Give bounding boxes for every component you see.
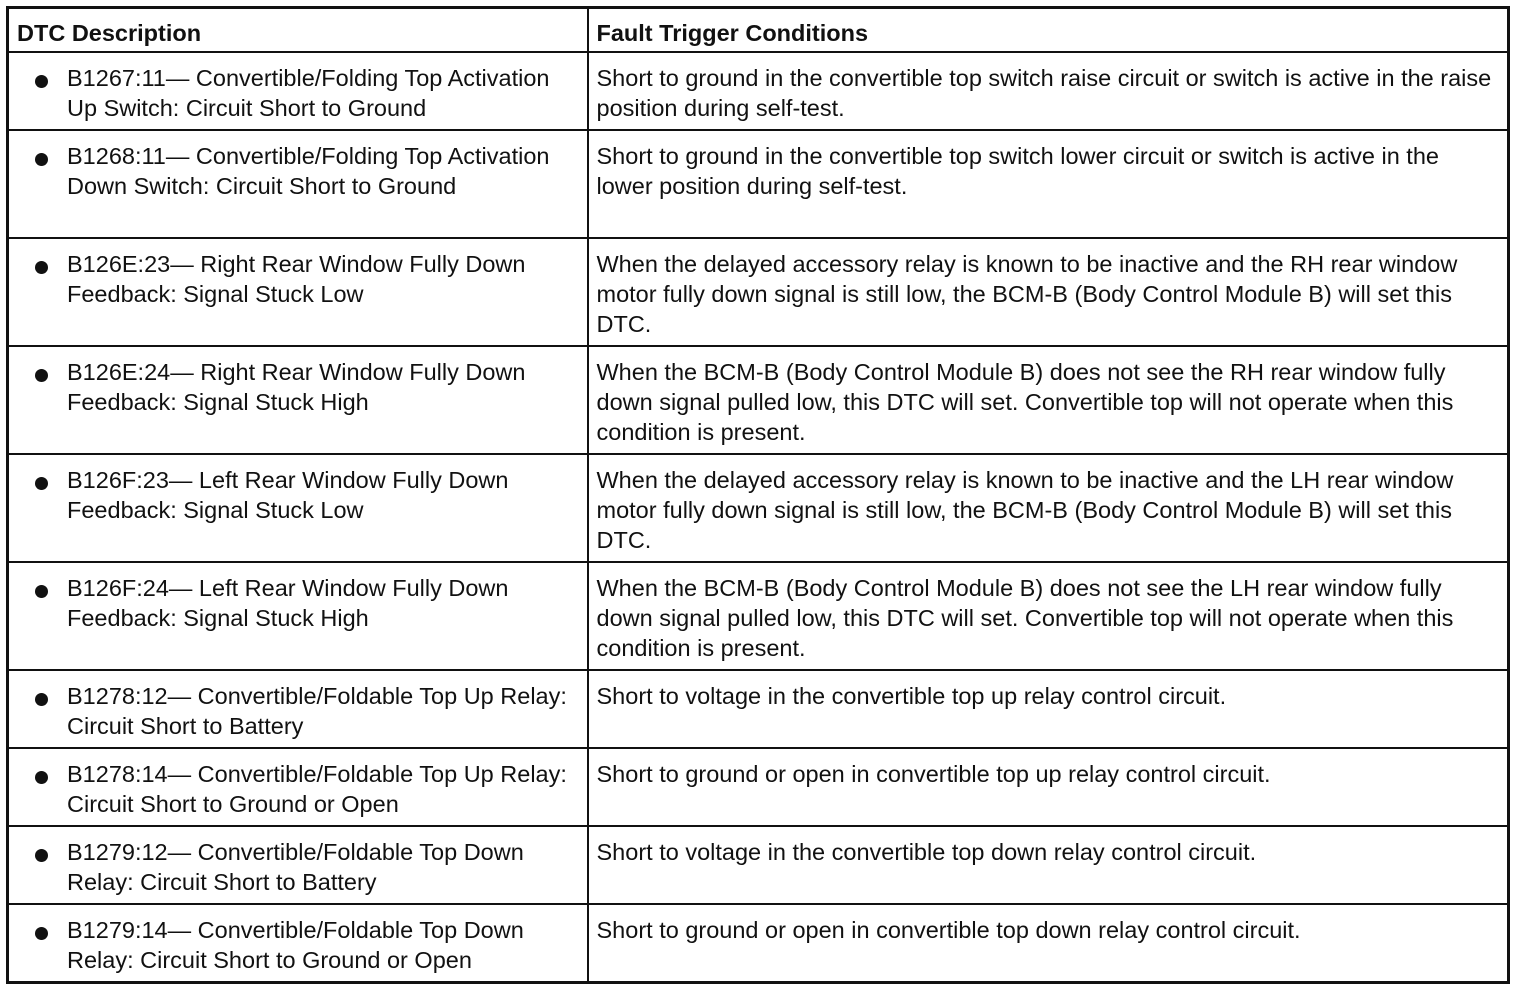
fault-conditions-text: Short to ground in the convertible top switch lower circuit or switch is active in the lower position during self-test.	[596, 142, 1439, 199]
fault-conditions-cell	[588, 130, 1509, 238]
dtc-description-cell	[8, 238, 588, 346]
dtc-description-text: B1278:12— Convertible/Foldable Top Up Relay: Circuit Short to Battery	[67, 682, 567, 739]
bullet-icon	[35, 771, 48, 784]
bullet-icon	[35, 477, 48, 490]
fault-conditions-text: Short to voltage in the convertible top down relay control circuit.	[596, 838, 1257, 865]
dtc-description-cell	[8, 346, 588, 454]
bullet-icon	[35, 75, 48, 88]
table-row	[8, 748, 1509, 826]
bullet-icon	[35, 261, 48, 274]
dtc-description-cell	[8, 748, 588, 826]
table-row	[8, 670, 1509, 748]
bullet-icon	[35, 585, 48, 598]
fault-conditions-cell	[588, 562, 1509, 670]
fault-conditions-cell	[588, 826, 1509, 904]
fault-conditions-cell	[588, 670, 1509, 748]
fault-conditions-text: Short to ground or open in convertible top up relay control circuit.	[596, 760, 1271, 787]
dtc-description-text: B1268:11— Convertible/Folding Top Activation Down Switch: Circuit Short to Ground	[67, 142, 550, 199]
dtc-description-text: B1279:12— Convertible/Foldable Top Down Relay: Circuit Short to Battery	[67, 838, 524, 895]
fault-conditions-cell	[588, 52, 1509, 130]
bullet-icon	[35, 693, 48, 706]
fault-conditions-cell	[588, 904, 1509, 983]
bullet-icon	[35, 927, 48, 940]
table-row	[8, 454, 1509, 562]
dtc-description-text: B126F:24— Left Rear Window Fully Down Feedback: Signal Stuck High	[67, 574, 509, 631]
table-row	[8, 826, 1509, 904]
header-row	[8, 8, 1509, 52]
dtc-description-cell	[8, 454, 588, 562]
dtc-description-cell	[8, 130, 588, 238]
table-row	[8, 52, 1509, 130]
fault-conditions-text: When the BCM-B (Body Control Module B) does not see the LH rear window fully down signal pulled low, this DTC will set. Convertible top will not operate when this condition is present.	[596, 574, 1454, 661]
fault-conditions-text: Short to voltage in the convertible top up relay control circuit.	[596, 682, 1227, 709]
bullet-icon	[35, 153, 48, 166]
fault-conditions-text: Short to ground or open in convertible top down relay control circuit.	[596, 916, 1301, 943]
dtc-description-text: B1267:11— Convertible/Folding Top Activation Up Switch: Circuit Short to Ground	[67, 64, 550, 121]
table-row	[8, 904, 1509, 983]
dtc-description-cell	[8, 670, 588, 748]
dtc-description-cell	[8, 562, 588, 670]
table-row	[8, 562, 1509, 670]
dtc-description-text: B126E:24— Right Rear Window Fully Down Feedback: Signal Stuck High	[67, 358, 526, 415]
dtc-description-cell	[8, 826, 588, 904]
table-header	[8, 8, 1509, 52]
fault-conditions-cell	[588, 748, 1509, 826]
table-row	[8, 346, 1509, 454]
table-row	[8, 238, 1509, 346]
fault-conditions-cell	[588, 238, 1509, 346]
fault-conditions-text: When the delayed accessory relay is known to be inactive and the LH rear window motor fully down signal is still low, the BCM-B (Body Control Module B) will set this DTC.	[596, 466, 1454, 553]
table-row	[8, 130, 1509, 238]
fault-conditions-cell	[588, 346, 1509, 454]
header-dtc-description: DTC Description	[8, 8, 588, 52]
fault-conditions-text: When the BCM-B (Body Control Module B) does not see the RH rear window fully down signal pulled low, this DTC will set. Convertible top will not operate when this condition is present.	[596, 358, 1454, 445]
dtc-description-text: B1279:14— Convertible/Foldable Top Down Relay: Circuit Short to Ground or Open	[67, 916, 524, 973]
fault-conditions-cell	[588, 454, 1509, 562]
header-fault-trigger-conditions: Fault Trigger Conditions	[588, 8, 1509, 52]
dtc-description-text: B126F:23— Left Rear Window Fully Down Feedback: Signal Stuck Low	[67, 466, 509, 523]
table-body	[8, 52, 1509, 983]
fault-conditions-text: When the delayed accessory relay is known to be inactive and the RH rear window motor fully down signal is still low, the BCM-B (Body Control Module B) will set this DTC.	[596, 250, 1458, 337]
dtc-description-cell	[8, 904, 588, 983]
bullet-icon	[35, 849, 48, 862]
dtc-description-text: B126E:23— Right Rear Window Fully Down Feedback: Signal Stuck Low	[67, 250, 526, 307]
dtc-description-cell	[8, 52, 588, 130]
dtc-description-text: B1278:14— Convertible/Foldable Top Up Relay: Circuit Short to Ground or Open	[67, 760, 567, 817]
dtc-table	[6, 6, 1510, 984]
fault-conditions-text: Short to ground in the convertible top switch raise circuit or switch is active in the raise position during self-test.	[596, 64, 1492, 121]
bullet-icon	[35, 369, 48, 382]
